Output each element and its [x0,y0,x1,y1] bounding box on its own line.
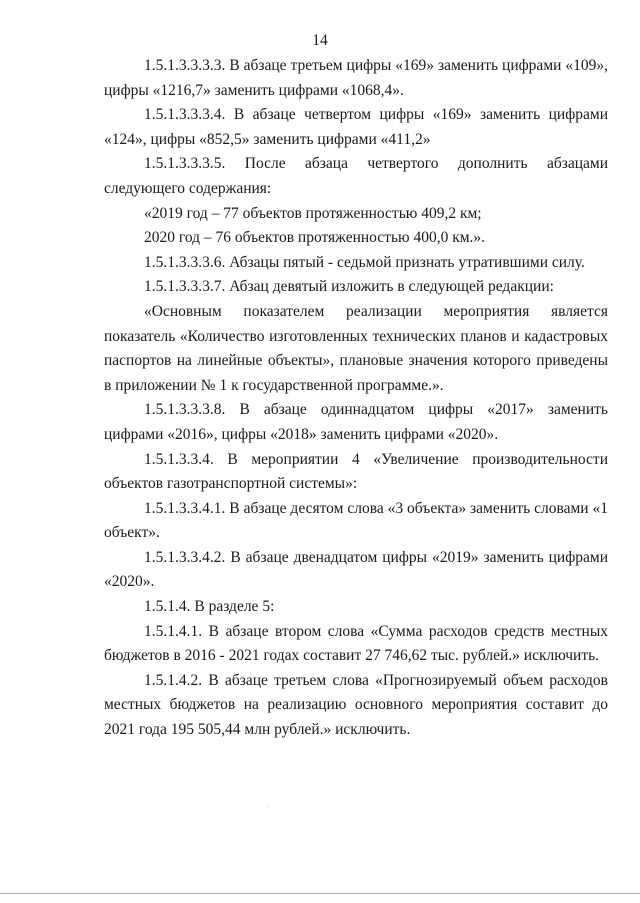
paragraph-1-5-1-3-3-4: 1.5.1.3.3.4. В мероприятии 4 «Увеличение производительности объектов газотранспортной системы»: [104,450,608,493]
paragraph-quote-2019: «2019 год – 77 объектов протяженностью 409,2 км; [144,204,482,222]
scan-artifact [268,806,269,807]
paragraph-1-5-1-3-3-3-5: 1.5.1.3.3.3.5. После абзаца четвертого дополнить абзацами следующего содержания: [104,155,608,197]
paragraph-1-5-1-3-3-3-3: 1.5.1.3.3.3.3. В абзаце третьем цифры «169» заменить цифрами «109», цифры «1216,7» заменить цифрами «1068,4». [104,57,608,99]
paragraph-quote-2020: 2020 год – 76 объектов протяженностью 400,0 км.». [144,229,486,247]
page-bottom-edge [0,893,640,894]
paragraph-quote-main-indicator: «Основным показателем реализации мероприятия является показатель «Количество изготовленных технических планов и кадастровых паспортов на линейные объекты», плановые значения которого приведены в приложении № 1 к государственной программе.». [104,302,608,394]
paragraph-1-5-1-4-1: 1.5.1.4.1. В абзаце втором слова «Сумма расходов средств местных бюджетов в 2016 - 2021 годах составит 27 746,62 тыс. рублей.» исключить. [104,622,608,665]
page-number: 14 [312,32,328,49]
paragraph-1-5-1-3-3-4-2: 1.5.1.3.3.4.2. В абзаце двенадцатом цифры «2019» заменить цифрами «2020». [104,548,608,591]
paragraph-1-5-1-3-3-3-8: 1.5.1.3.3.3.8. В абзаце одиннадцатом цифры «2017» заменить цифрами «2016», цифры «2018» заменить цифрами «2020». [104,401,608,443]
paragraph-1-5-1-3-3-3-7: 1.5.1.3.3.3.7. Абзац девятый изложить в следующей редакции: [144,278,554,296]
paragraph-1-5-1-3-3-3-6: 1.5.1.3.3.3.6. Абзацы пятый - седьмой признать утратившими силу. [144,253,585,271]
paragraph-1-5-1-3-3-3-4: 1.5.1.3.3.3.4. В абзаце четвертом цифры «169» заменить цифрами «124», цифры «852,5» заменить цифрами «411,2» [104,106,608,148]
paragraph-1-5-1-4-2: 1.5.1.4.2. В абзаце третьем слова «Прогнозируемый объем расходов местных бюджетов на реализацию основного мероприятия составит до 2021 года 195 505,44 млн рублей.» исключить. [104,671,608,739]
document-body [104,54,608,743]
paragraph-1-5-1-4: 1.5.1.4. В разделе 5: [144,598,275,616]
paragraph-1-5-1-3-3-4-1: 1.5.1.3.3.4.1. В абзаце десятом слова «3 объекта» заменить словами «1 объект». [104,499,608,542]
